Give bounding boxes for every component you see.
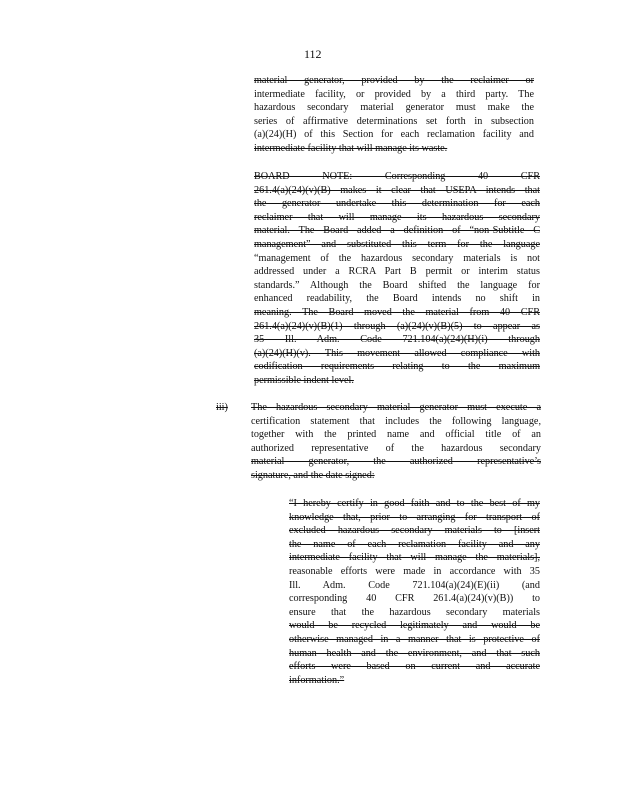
struck-text-line: The hazardous secondary material generator must execute a bbox=[251, 402, 541, 413]
text-line: enhanced readability, the Board intends no shift in bbox=[254, 293, 540, 305]
text-line: series of affirmative determinations set forth in subsection bbox=[254, 115, 534, 127]
struck-text-line: codification requirements relating to the maximum bbox=[254, 361, 540, 373]
struck-text-line: management” and substituted this term for the language bbox=[254, 238, 540, 250]
struck-text-line: 261.4(a)(24)(v)(B) makes it clear that USEPA intends that bbox=[254, 184, 540, 196]
text-line: together with the printed name and official title of an bbox=[251, 429, 541, 441]
text-line: Ill. Adm. Code 721.104(a)(24)(E)(ii) (and bbox=[289, 579, 540, 591]
text-line: “management of the hazardous secondary materials is not bbox=[254, 252, 540, 264]
struck-text-line: material generator, the authorized representative’s bbox=[251, 456, 541, 468]
struck-text-line: intermediate facility that will manage the materials], bbox=[289, 552, 540, 564]
struck-text-line: “I hereby certify in good faith and to the best of my bbox=[289, 498, 540, 509]
struck-text-line: otherwise managed in a manner that is protective of bbox=[289, 633, 540, 645]
struck-text-line: 35 Ill. Adm. Code 721.104(a)(24)(H)(i) through bbox=[254, 334, 540, 346]
struck-text-line: would be recycled legitimately and would be bbox=[289, 620, 540, 632]
struck-text-line: information.” bbox=[289, 674, 345, 686]
page-number: 112 bbox=[304, 47, 322, 61]
paragraph-continuation bbox=[254, 74, 534, 156]
struck-text-line: excluded hazardous secondary materials to [insert bbox=[289, 525, 540, 537]
text-line: intermediate facility, or provided by a third party. The bbox=[254, 88, 534, 100]
text-line: addressed under a RCRA Part B permit or interim status bbox=[254, 266, 540, 278]
text-line: corresponding 40 CFR 261.4(a)(24)(v)(B)) to bbox=[289, 593, 540, 605]
struck-text-line: meaning. The Board moved the material from 40 CFR bbox=[254, 306, 540, 318]
struck-text-line: signature, and the date signed: bbox=[251, 469, 375, 481]
struck-text-line: reclaimer that will manage its hazardous secondary bbox=[254, 211, 540, 223]
struck-text-line: material. The Board added a definition of “non-Subtitle C bbox=[254, 225, 540, 237]
struck-text-line: the generator undertake this determination for each bbox=[254, 198, 540, 210]
item-iii-marker: iii) bbox=[216, 402, 228, 413]
item-iii-text bbox=[251, 401, 541, 483]
struck-text-line: (a)(24)(H)(v). This movement allowed compliance with bbox=[254, 347, 540, 359]
struck-text-line: human health and the environment, and that such bbox=[289, 647, 540, 659]
text-line: ensure that the hazardous secondary materials bbox=[289, 606, 540, 618]
text-line: hazardous secondary material generator must make the bbox=[254, 102, 534, 114]
text-line: reasonable efforts were made in accordance with 35 bbox=[289, 565, 540, 577]
struck-text-line: 261.4(a)(24)(v)(B)(1) through (a)(24)(v)(B)(5) to appear as bbox=[254, 320, 540, 332]
text-line: authorized representative of the hazardous secondary bbox=[251, 442, 541, 454]
text-line: (a)(24)(H) of this Section for each reclamation facility and bbox=[254, 129, 534, 141]
board-note bbox=[254, 170, 540, 388]
struck-text-line: the name of each reclamation facility and any bbox=[289, 538, 540, 550]
struck-text-line: intermediate facility that will manage its waste. bbox=[254, 142, 448, 154]
text-line: standards.” Although the Board shifted the language for bbox=[254, 279, 540, 291]
struck-text-line: permissible indent level. bbox=[254, 374, 354, 386]
struck-text-line: knowledge that, prior to arranging for transport of bbox=[289, 511, 540, 523]
text-line: certification statement that includes the following language, bbox=[251, 415, 541, 427]
certification-quote bbox=[289, 497, 540, 687]
struck-text-line: BOARD NOTE: Corresponding 40 CFR bbox=[254, 171, 540, 182]
struck-text-line: efforts were based on current and accurate bbox=[289, 661, 540, 673]
struck-text-line: material generator, provided by the reclaimer or bbox=[254, 75, 534, 86]
